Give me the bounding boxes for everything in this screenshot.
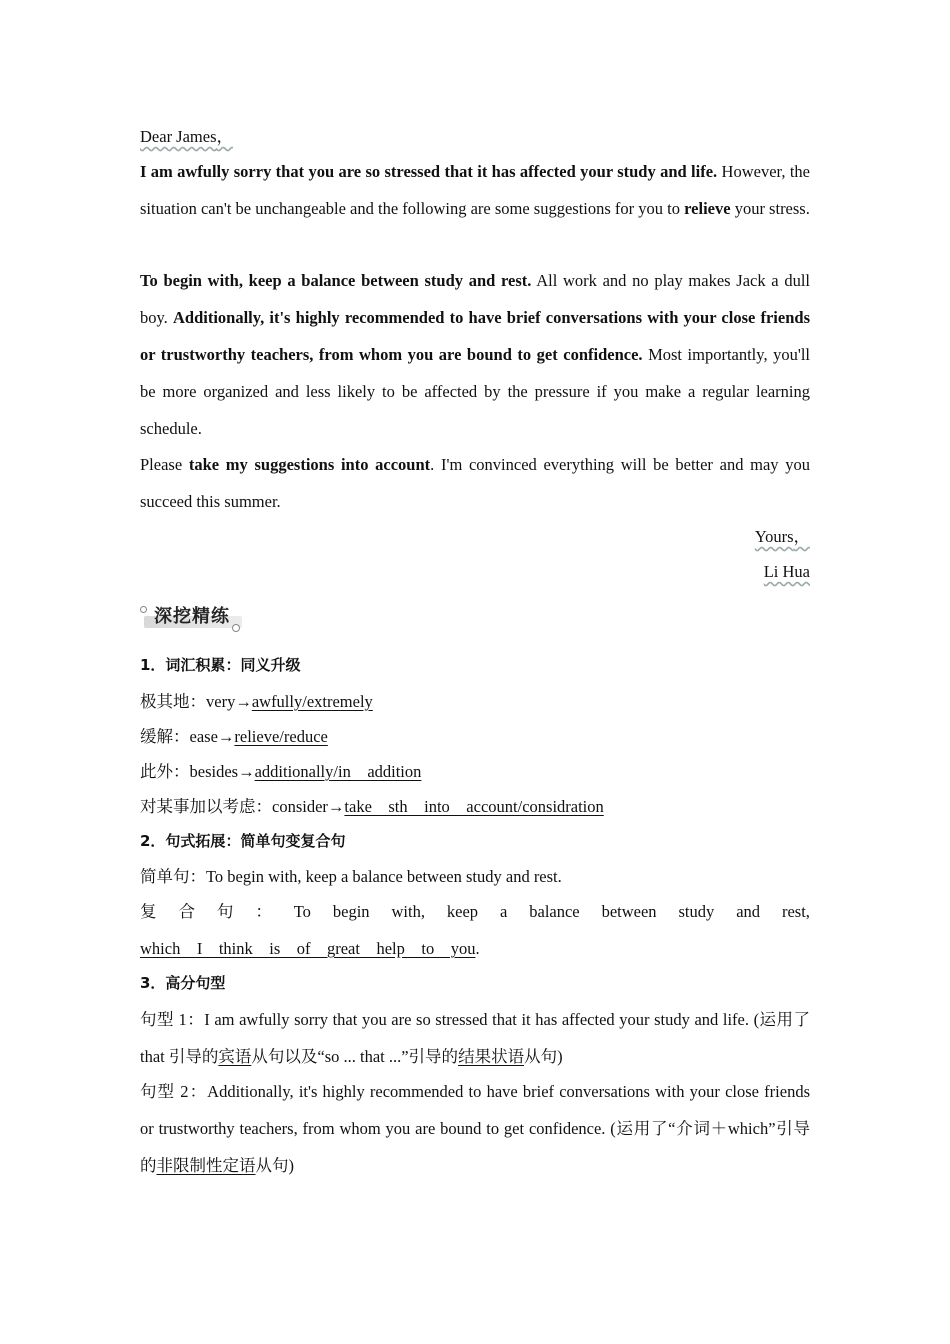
vocab-item-4: [140, 788, 810, 825]
salutation-text: [140, 127, 233, 146]
letter-paragraph-2: [140, 262, 810, 447]
text: 从句以及“so ... that ...”引导的: [251, 1047, 459, 1066]
text: Please: [140, 455, 189, 474]
heading-high-score: 3．高分句型: [140, 974, 226, 992]
bold-word: relieve: [684, 199, 731, 218]
answer: 非限制性定语: [156, 1156, 256, 1175]
word: study: [678, 902, 715, 921]
bold-sentence: To begin with, keep a balance between study and rest.: [140, 271, 532, 290]
salutation-punct: ，: [216, 127, 234, 146]
word: rest,: [781, 902, 810, 921]
answer: 宾语: [218, 1047, 252, 1066]
vocab-answer: relieve/reduce: [234, 727, 328, 746]
closing-word: Yours: [754, 527, 794, 546]
answer-clause: which I think is of great help to you: [140, 939, 476, 958]
vocab-label: 此外：besides→: [140, 762, 255, 781]
heading-vocabulary: 1．词汇积累：同义升级: [140, 656, 301, 674]
word: To: [293, 902, 311, 921]
answer: 结果状语: [458, 1047, 525, 1066]
text: However, the situation can't be unchangeable and the following are some suggestions for you to: [140, 162, 810, 218]
word: balance: [529, 902, 580, 921]
vocab-label: 缓解：ease→: [140, 727, 235, 746]
heading-sentence-expansion: 2．句式拓展：简单句变复合句: [140, 832, 346, 850]
bold-phrase: take my suggestions into account: [188, 455, 431, 474]
word: a: [499, 902, 508, 921]
text: your stress.: [730, 199, 810, 218]
text: All work and no play makes Jack a dull boy.: [140, 271, 810, 327]
word: keep: [446, 902, 479, 921]
vocab-item-3: [140, 753, 810, 790]
word: with,: [391, 902, 425, 921]
pattern-2: [140, 1073, 810, 1184]
text: 从句): [255, 1156, 294, 1175]
word: and: [736, 902, 761, 921]
vocab-label: 对某事加以考虑：consider→: [140, 797, 345, 816]
text: 句型 2：Additionally, it's highly recommended to have brief conversations with your close friends or trustworthy teachers, from whom you are bound to get confidence. (运用了“介词＋which”引导的: [140, 1082, 810, 1175]
word: begin: [332, 902, 370, 921]
bold-sentence: Additionally, it's highly recommended to have brief conversations with your close friends or trustworthy teachers, from whom you are bound to get confidence.: [140, 308, 810, 364]
complex-sentence-answer: [140, 930, 810, 967]
word: between: [601, 902, 657, 921]
text: Most importantly, you'll be more organized and less likely to be affected by the pressure if you make a regular learning schedule.: [140, 345, 810, 438]
vocab-item-2: [140, 718, 810, 755]
word: 复: [140, 902, 157, 921]
signature: [140, 553, 810, 590]
simple-sentence: 简单句：To begin with, keep a balance between study and rest.: [140, 867, 562, 886]
text: 从句): [524, 1047, 563, 1066]
closing: [140, 518, 810, 555]
pattern-1: [140, 1001, 810, 1075]
period: .: [475, 939, 480, 958]
closing-punct: ，: [793, 527, 810, 546]
section-title: 深挖精练: [154, 606, 230, 627]
vocab-answer: additionally/in addition: [254, 762, 422, 781]
badge-ring-icon: [140, 606, 147, 613]
word: ：: [255, 902, 272, 921]
text: . I'm convinced everything will be better and may you succeed this summer.: [140, 455, 810, 511]
salutation: [140, 118, 810, 155]
badge-ring-icon: [232, 624, 240, 632]
word: 合: [178, 902, 195, 921]
bold-sentence: I am awfully sorry that you are so stressed that it has affected your study and life.: [140, 162, 718, 181]
section-badge: [140, 598, 244, 632]
letter-paragraph-1: [140, 153, 810, 227]
complex-sentence-line: [140, 893, 810, 930]
word: 句: [216, 902, 234, 921]
vocab-item-1: [140, 683, 810, 720]
vocab-label: 极其地：very→: [140, 692, 252, 711]
vocab-answer: awfully/extremely: [251, 692, 373, 711]
vocab-answer: take sth into account/considration: [344, 797, 604, 816]
closing-text: [755, 527, 810, 546]
text: 句型 1：I am awfully sorry that you are so stressed that it has affected your study and life. (运用了 that 引导的: [140, 1010, 810, 1066]
letter-paragraph-3: [140, 446, 810, 520]
salutation-name: Dear James: [140, 127, 217, 146]
signature-text: Li Hua: [763, 562, 810, 581]
